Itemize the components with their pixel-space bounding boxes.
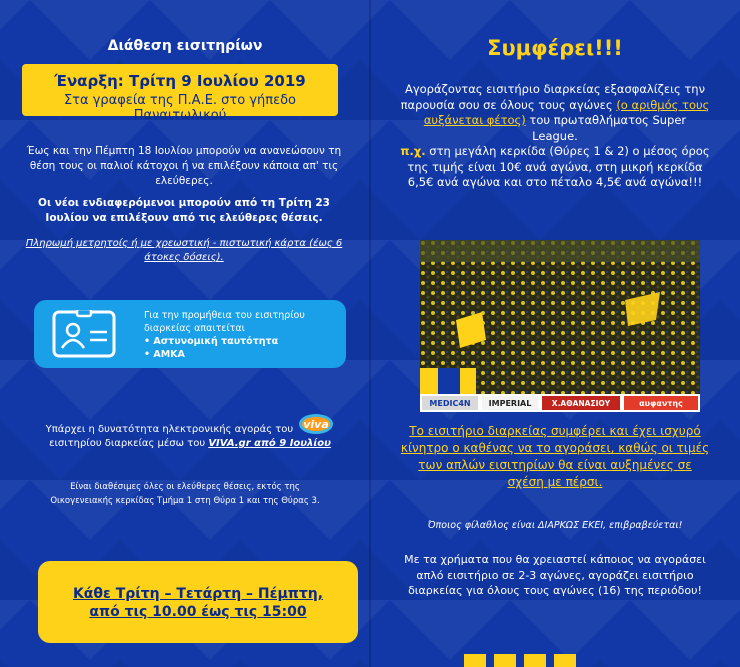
start-date-box [22,64,338,123]
decor-stripe [524,654,546,667]
stadium-fans-photo [420,240,700,412]
id-card-icon [52,310,116,358]
requirements-text [144,309,340,361]
requirement-amka: • ΑΜΚΑ [144,349,185,360]
viva-logo-text: viva [303,418,330,431]
start-date-title: Έναρξη: Τρίτη 9 Ιουλίου 2019 [54,72,306,90]
viva-logo [298,413,334,435]
banner-athanasiou: Χ.ΑΘΑΝΑΣΙΟΥ [551,399,611,408]
reward-paragraph: Όποιος φίλαθλος είναι ΔΙΑΡΚΩΣ ΕΚΕΙ, επιβραβεύεται! [427,520,683,531]
online-purchase-text-b: εισιτηρίου διαρκείας μέσω του [49,438,209,449]
benefits-text-a: Αγοράζοντας εισιτήριο διαρκείας εξασφαλίζεις την παρουσία σου σε όλους τους αγώνες [400,82,706,112]
decor-stripe [494,654,516,667]
start-date-location: Στα γραφεία της Π.Α.Ε. στο γήπεδο Παναιτωλικού [63,93,297,123]
example-label: π.χ. [400,144,426,158]
savings-paragraph: Με τα χρήματα που θα χρειαστεί κάποιος να αγοράσει απλό εισιτήριο σε 2-3 αγώνες, αγοράζει εισιτήριο διαρκείας για όλους τους αγώνες (16) της περιόδου! [404,553,706,597]
banner-ayfantis: αυφαντης [639,399,683,408]
viva-link[interactable]: VIVA.gr από 9 Ιουλίου [208,438,331,449]
new-buyers-paragraph: Οι νέοι ενδιαφερόμενοι μπορούν από τη Τρίτη 23 Ιουλίου να επιλέξουν από τις ελεύθερες θέσεις. [38,197,330,224]
decor-stripe [464,654,486,667]
opening-hours-text [38,585,358,621]
incentive-paragraph: Το εισιτήριο διαρκείας συμφέρει και έχει ισχυρό κίνητρο ο καθένας να το αγοράσει, καθώς οι τιμές των απλών εισιτηρίων θα είναι αυξημένες σε σχέση με πέρσι. [400,424,710,489]
renewal-paragraph: Έως και την Πέμπτη 18 Ιουλίου μπορούν να ανανεώσουν τη θέση τους οι παλιοί κάτοχοι ή να επιλέξουν κάποια απ' τις ελεύθερες. [26,145,342,187]
opening-hours-box [38,561,358,643]
banner-imperial: IMPERIAL [488,399,532,408]
requirements-box [34,300,346,368]
ticket-availability-title: Διάθεση εισιτηρίων [107,38,263,54]
payment-paragraph: Πληρωμή μετρητοίς ή με χρεωστική - πιστωτική κάρτα (έως 6 άτοκες δόσεις). [25,238,343,263]
price-examples: στη μεγάλη κερκίδα (Θύρες 1 & 2) ο μέσος όρος της τιμής είναι 10€ ανά αγώνα, στη μικρή κερκίδα 6,5€ ανά αγώνα και στο πέταλο 4,5€ ανά αγώνα!!! [407,144,710,189]
benefits-highlight: (ο αριθμός τους αυξάνεται φέτος) [423,97,710,127]
requirement-id-card: • Αστυνομική ταυτότητα [144,336,279,347]
worth-it-title: Συμφέρει!!! [487,36,623,60]
online-purchase-paragraph [40,418,340,451]
benefits-text-b: του πρωταθλήματος Super League. [525,113,687,143]
banner-medican: MEDIC4N [429,399,471,408]
decor-stripe [554,654,576,667]
opening-hours: από τις 10.00 έως τις 15:00 [89,604,307,620]
available-seats-paragraph: Είναι διαθέσιμες όλες οι ελεύθερες θέσεις, εκτός της Οικογενειακής κερκίδας Τμήμα 1 στη Θύρα 1 και της Θύρας 3. [50,482,320,506]
requirements-intro: Για την προμήθεια του εισιτηρίου διαρκείας απαιτείται [144,310,305,334]
opening-days: Κάθε Τρίτη – Τετάρτη – Πέμπτη, [72,586,324,602]
online-purchase-text-a: Υπάρχει η δυνατότητα ηλεκτρονικής αγοράς του [45,424,294,435]
benefits-paragraph [400,82,710,191]
